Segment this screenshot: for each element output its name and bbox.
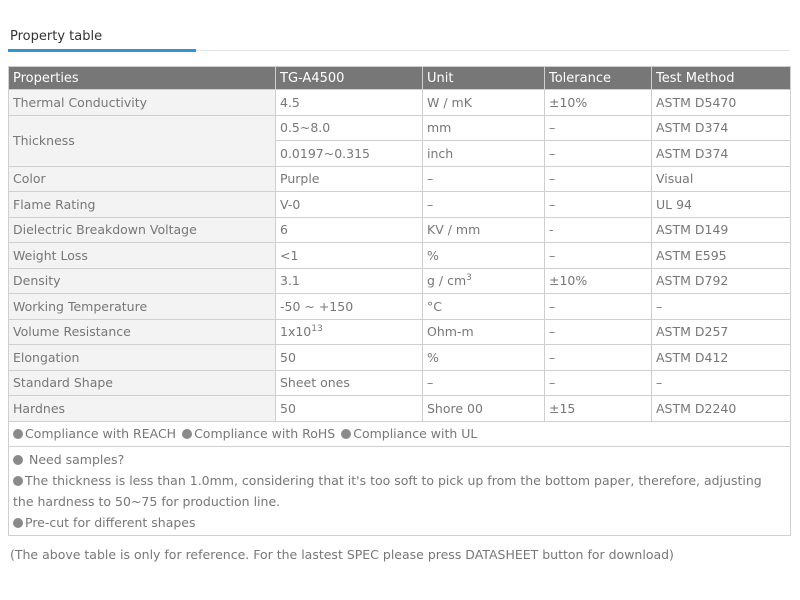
property-table [8, 66, 791, 536]
property-tolerance: – [545, 370, 652, 396]
property-unit: – [423, 370, 545, 396]
property-value: 0.0197~0.315 [276, 141, 423, 167]
property-method: Visual [652, 166, 791, 192]
table-row [9, 319, 791, 345]
reference-footnote: (The above table is only for reference. For the lastest SPEC please press DATASHEET button for download) [10, 547, 674, 562]
note-precut: Pre-cut for different shapes [25, 515, 196, 530]
tab-bar [0, 0, 790, 52]
property-tolerance: – [545, 192, 652, 218]
property-unit: Shore 00 [423, 396, 545, 422]
note-samples: Need samples? [25, 452, 125, 467]
property-method: ASTM D792 [652, 268, 791, 294]
property-tolerance: – [545, 294, 652, 320]
property-unit [423, 268, 545, 294]
property-value: -50 ~ +150 [276, 294, 423, 320]
table-row [9, 345, 791, 371]
property-value: 6 [276, 217, 423, 243]
header-unit: Unit [423, 67, 545, 90]
property-unit: Ohm-m [423, 319, 545, 345]
bullet-dot-icon [182, 429, 192, 439]
property-tolerance: – [545, 115, 652, 141]
property-tolerance: ±10% [545, 268, 652, 294]
header-properties: Properties [9, 67, 276, 90]
compliance-cell [9, 421, 791, 447]
property-method: ASTM D2240 [652, 396, 791, 422]
property-value: <1 [276, 243, 423, 269]
property-value: 50 [276, 396, 423, 422]
property-value: 4.5 [276, 90, 423, 116]
bullet-dot-icon [341, 429, 351, 439]
property-name: Dielectric Breakdown Voltage [9, 217, 276, 243]
table-row [9, 294, 791, 320]
property-value: V-0 [276, 192, 423, 218]
tab-property-table[interactable]: Property table [10, 29, 103, 44]
active-tab-indicator [8, 49, 196, 52]
property-name: Color [9, 166, 276, 192]
property-name: Density [9, 268, 276, 294]
property-value: 0.5~8.0 [276, 115, 423, 141]
value-text: 1x10 [280, 324, 312, 340]
header-tolerance: Tolerance [545, 67, 652, 90]
bullet-dot-icon [13, 429, 23, 439]
compliance-reach: Compliance with REACH [25, 426, 177, 442]
property-unit: % [423, 243, 545, 269]
property-value: 50 [276, 345, 423, 371]
property-tolerance: – [545, 345, 652, 371]
property-value: 3.1 [276, 268, 423, 294]
property-tolerance: – [545, 319, 652, 345]
table-row [9, 192, 791, 218]
table-row [9, 115, 791, 141]
property-tolerance: – [545, 166, 652, 192]
table-row [9, 90, 791, 116]
note-thickness: The thickness is less than 1.0mm, considering that it's too soft to pick up from the bottom paper, therefore, adjusting the hardness to 50~75 for production line. [13, 473, 762, 509]
notes-cell [9, 447, 791, 536]
property-method: – [652, 370, 791, 396]
property-method: – [652, 294, 791, 320]
property-method: ASTM E595 [652, 243, 791, 269]
property-name: Flame Rating [9, 192, 276, 218]
table-row [9, 370, 791, 396]
bullet-dot-icon [13, 476, 23, 486]
property-name: Volume Resistance [9, 319, 276, 345]
property-unit: mm [423, 115, 545, 141]
property-unit: – [423, 192, 545, 218]
value-superscript: 13 [311, 324, 323, 335]
property-tolerance: - [545, 217, 652, 243]
property-unit: KV / mm [423, 217, 545, 243]
table-row [9, 396, 791, 422]
table-row [9, 166, 791, 192]
compliance-item [13, 426, 176, 441]
note-item [13, 512, 786, 533]
property-value: Sheet ones [276, 370, 423, 396]
property-method: ASTM D374 [652, 115, 791, 141]
property-method: ASTM D374 [652, 141, 791, 167]
property-name: Hardnes [9, 396, 276, 422]
property-name: Thickness [9, 115, 276, 166]
property-tolerance: ±15 [545, 396, 652, 422]
notes-row [9, 447, 791, 536]
property-tolerance: – [545, 243, 652, 269]
property-unit: % [423, 345, 545, 371]
table-row [9, 217, 791, 243]
bullet-dot-icon [13, 518, 23, 528]
property-unit: W / mK [423, 90, 545, 116]
table-row [9, 243, 791, 269]
property-name: Thermal Conductivity [9, 90, 276, 116]
property-method: ASTM D257 [652, 319, 791, 345]
property-method: ASTM D412 [652, 345, 791, 371]
property-method: ASTM D5470 [652, 90, 791, 116]
property-method: UL 94 [652, 192, 791, 218]
note-item [13, 449, 786, 470]
property-tolerance: – [545, 141, 652, 167]
property-name: Standard Shape [9, 370, 276, 396]
property-unit: inch [423, 141, 545, 167]
compliance-ul: Compliance with UL [353, 426, 478, 442]
bullet-dot-icon [13, 455, 23, 465]
property-value: Purple [276, 166, 423, 192]
property-method: ASTM D149 [652, 217, 791, 243]
property-tolerance: ±10% [545, 90, 652, 116]
property-unit: °C [423, 294, 545, 320]
property-name: Weight Loss [9, 243, 276, 269]
property-name: Working Temperature [9, 294, 276, 320]
property-value [276, 319, 423, 345]
header-product: TG-A4500 [276, 67, 423, 90]
compliance-rohs: Compliance with RoHS [194, 426, 336, 442]
property-name: Elongation [9, 345, 276, 371]
property-unit: – [423, 166, 545, 192]
unit-text: g / cm [427, 273, 467, 289]
compliance-row [9, 421, 791, 447]
compliance-item [182, 426, 335, 441]
table-header-row [9, 67, 791, 90]
table-row [9, 268, 791, 294]
header-test-method: Test Method [652, 67, 791, 90]
compliance-item [341, 426, 477, 441]
note-item [13, 470, 786, 512]
unit-superscript: 3 [466, 273, 472, 284]
